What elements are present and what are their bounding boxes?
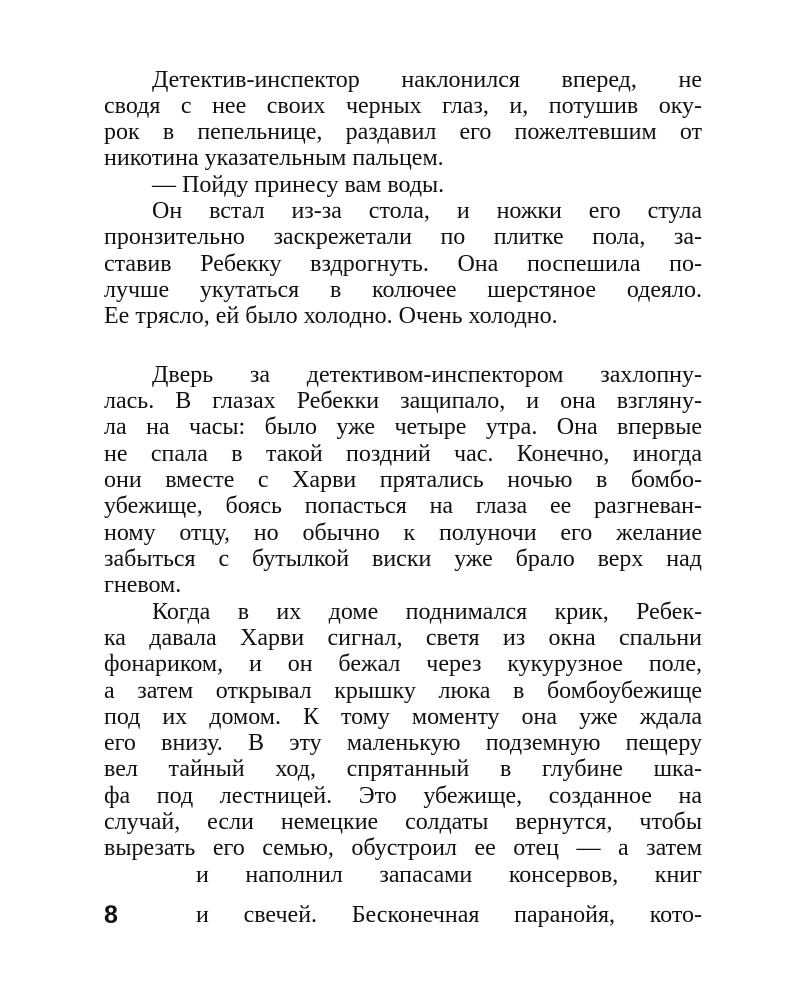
text-line: Ее трясло, ей было холодно. Очень холодно. [104, 303, 558, 329]
text-line: забыться с бутылкой виски уже брало верх над [104, 546, 702, 572]
text-line: вырезать его семью, обустроил ее отец — а затем [104, 835, 702, 861]
text-line: рок в пепельнице, раздавил его пожелтевшим от [104, 119, 702, 145]
text-line: ка давала Харви сигнал, светя из окна спальни [104, 625, 702, 651]
text-line: фонариком, и он бежал через кукурузное поле, [104, 651, 702, 677]
text-line: ставив Ребекку вздрогнуть. Она поспешила по- [104, 251, 702, 277]
text-line: никотина указательным пальцем. [104, 145, 444, 171]
text-line: и свечей. Бесконечная паранойя, кото- [196, 902, 702, 928]
text-line: лучше укутаться в колючее шерстяное одеяло. [104, 277, 702, 303]
text-line: ла на часы: было уже четыре утра. Она впервые [104, 414, 702, 440]
text-line: ному отцу, но обычно к полуночи его желание [104, 520, 702, 546]
dialogue-line: — Пойду принесу вам воды. [152, 172, 445, 198]
text-line: пронзительно заскрежетали по плитке пола, за- [104, 224, 702, 250]
text-line: они вместе с Харви прятались ночью в бомбо- [104, 467, 702, 493]
text-line: под их домом. К тому моменту она уже ждала [104, 704, 702, 730]
text-line: убежище, боясь попасться на глаза ее разгневан- [104, 493, 702, 519]
page-number: 8 [104, 901, 118, 929]
text-line: лась. В глазах Ребекки защипало, и она взгляну- [104, 388, 702, 414]
text-line: Когда в их доме поднимался крик, Ребек- [152, 599, 702, 625]
text-line: не спала в такой поздний час. Конечно, иногда [104, 441, 702, 467]
text-line: а затем открывал крышку люка в бомбоубежище [104, 678, 702, 704]
text-line: сводя с нее своих черных глаз, и, потушив оку- [104, 93, 702, 119]
text-line: фа под лестницей. Это убежище, созданное на [104, 783, 702, 809]
text-line: Дверь за детективом-инспектором захлопну- [152, 362, 702, 388]
text-line: гневом. [104, 572, 182, 598]
text-line: вел тайный ход, спрятанный в глубине шка- [104, 756, 702, 782]
text-line: Детектив-инспектор наклонился вперед, не [152, 67, 702, 93]
text-line: случай, если немецкие солдаты вернутся, чтобы [104, 809, 702, 835]
text-line: Он встал из-за стола, и ножки его стула [152, 198, 702, 224]
text-line: его внизу. В эту маленькую подземную пещеру [104, 730, 702, 756]
text-line: и наполнил запасами консервов, книг [196, 862, 702, 888]
